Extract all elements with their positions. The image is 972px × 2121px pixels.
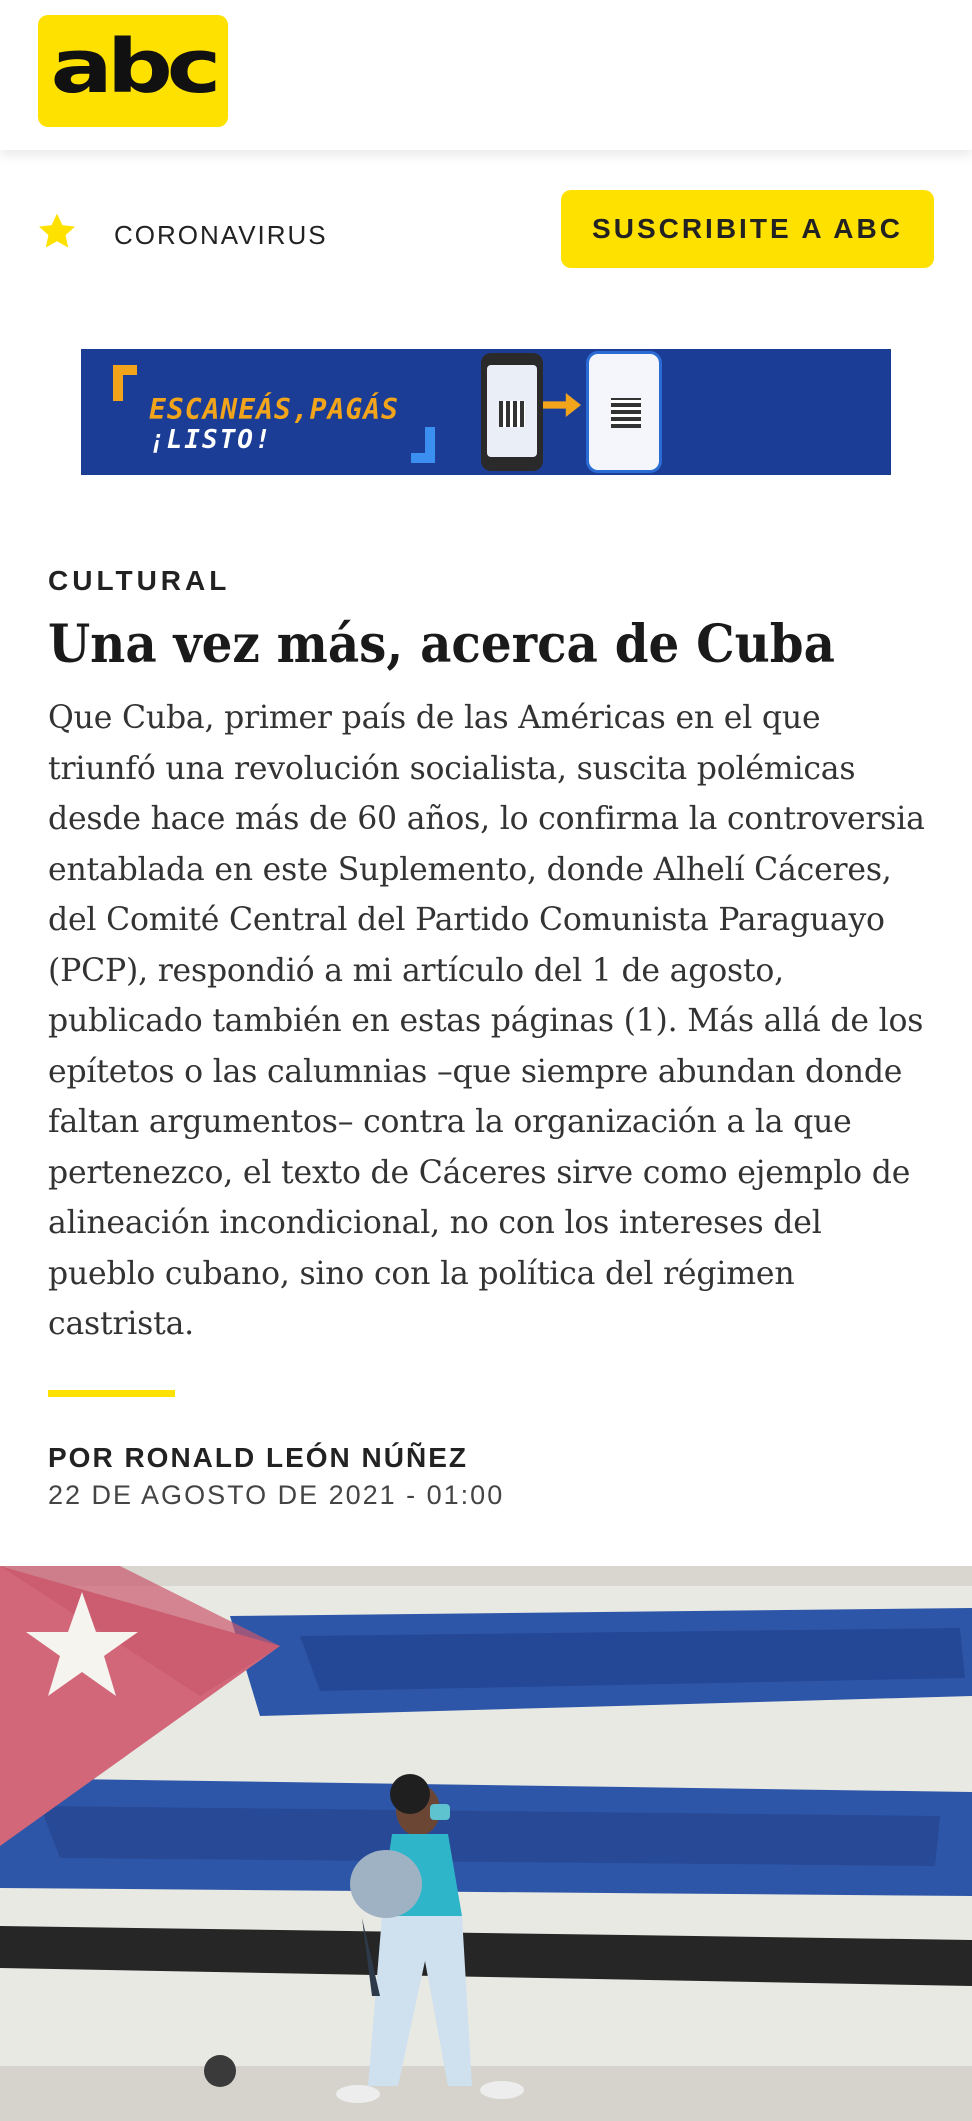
ad-decoration bbox=[411, 427, 435, 463]
site-header bbox=[0, 0, 972, 150]
arrow-icon bbox=[543, 393, 581, 417]
logo-text: abc bbox=[50, 24, 216, 110]
payment-terminal-icon bbox=[481, 353, 543, 471]
article-title: Una vez más, acerca de Cuba bbox=[48, 614, 835, 675]
article-lead: Que Cuba, primer país de las Américas en el que triunfó una revolución socialista, suscita polémicas desde hace más de 60 años, lo confirma la controversia entablada en este Suplemento, donde Alhelí Cáceres, del Comité Central del Partido Comunista Paraguayo (PCP), respondió a mi artículo del 1 de agosto, publicado también en estas páginas (1). Más allá de los epítetos o las calumnias –que siempre abundan donde faltan argumentos– contra la organización a la que pertenezco, el texto de Cáceres sirve como ejemplo de alineación incondicional, no con los intereses del pueblo cubano, sino con la política del régimen castrista. bbox=[48, 700, 925, 1342]
divider bbox=[48, 1390, 175, 1397]
cuban-flag-mural-photo bbox=[0, 1566, 972, 2121]
section-nav bbox=[0, 190, 972, 270]
article-byline[interactable]: POR RONALD LEÓN NÚÑEZ bbox=[48, 1442, 468, 1473]
section-link-coronavirus[interactable]: CORONAVIRUS bbox=[114, 220, 328, 250]
subscribe-button[interactable]: SUSCRIBITE A ABC bbox=[561, 190, 934, 268]
ad-subheadline: ¡LISTO! bbox=[149, 425, 273, 455]
smartphone-icon bbox=[586, 351, 662, 473]
ad-banner[interactable] bbox=[81, 349, 891, 475]
star-icon bbox=[36, 211, 78, 253]
article-section-label[interactable]: CULTURAL bbox=[48, 565, 231, 596]
abc-logo[interactable] bbox=[38, 15, 228, 127]
ad-decoration bbox=[113, 365, 137, 401]
ad-headline: ESCANEÁS,PAGÁS bbox=[149, 393, 400, 426]
article-hero-image[interactable] bbox=[0, 1566, 972, 2121]
article-date: 22 DE AGOSTO DE 2021 - 01:00 bbox=[48, 1480, 505, 1510]
